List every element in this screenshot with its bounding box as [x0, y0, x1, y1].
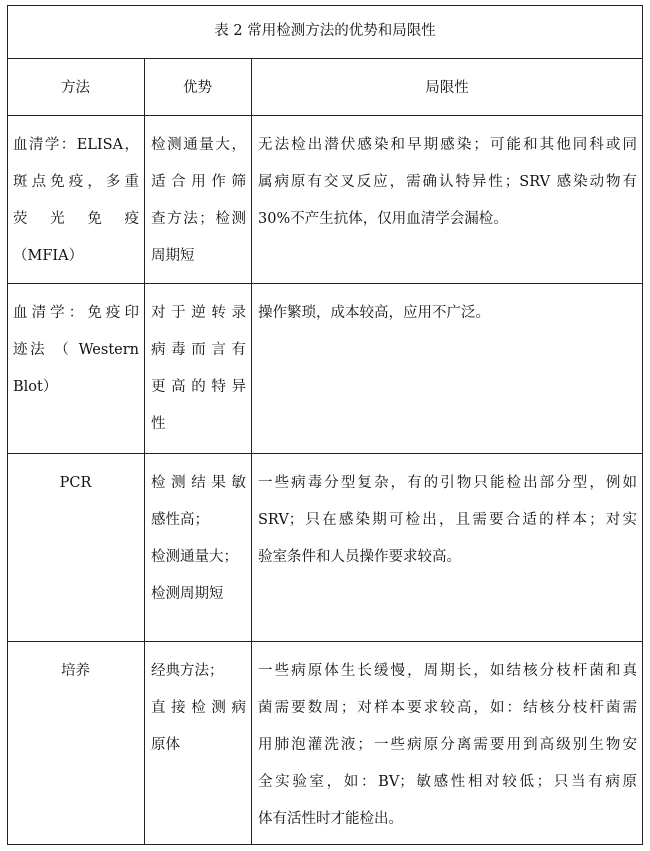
- table-border-bottom: [7, 844, 643, 845]
- method-line: 血清学：ELISA，: [13, 137, 139, 153]
- limitation-line: 体有活性时才能检出。: [258, 811, 403, 827]
- method-line: Blot）: [13, 379, 58, 395]
- table-caption: 表 2 常用检测方法的优势和局限性: [214, 23, 436, 39]
- limitation-cell: [258, 295, 637, 332]
- header-method: 方法: [61, 80, 90, 96]
- limitation-line: 菌需要数周；对样本要求较高，如：结核分枝杆菌需: [258, 700, 637, 716]
- advantage-line: 性: [151, 416, 166, 432]
- advantage-cell: [151, 465, 246, 613]
- advantage-line: 适合用作筛: [151, 174, 246, 190]
- method-line: 血清学：免疫印: [13, 305, 139, 321]
- column-divider: [144, 58, 145, 845]
- advantage-line: 直接检测病: [151, 700, 246, 716]
- row-divider: [7, 641, 643, 642]
- table-row: [13, 127, 139, 275]
- limitation-line: 30%不产生抗体，仅用血清学会漏检。: [258, 211, 508, 227]
- advantage-line: 检测周期短: [151, 586, 224, 602]
- limitation-cell: [258, 465, 637, 576]
- row-divider: [7, 58, 643, 59]
- method-line: （MFIA）: [13, 248, 84, 264]
- advantage-cell: [151, 653, 246, 764]
- advantage-line: 查方法；检测: [151, 211, 246, 227]
- limitation-line: 属病原有交叉反应，需确认特异性；SRV 感染动物有: [258, 174, 637, 190]
- limitation-line: 一些病毒分型复杂，有的引物只能检出部分型，例如: [258, 475, 637, 491]
- table-row: [13, 295, 139, 406]
- advantage-cell: [151, 127, 246, 275]
- limitation-line: 全实验室，如：BV；敏感性相对较低；只当有病原: [258, 774, 637, 790]
- advantage-line: 对于逆转录: [151, 305, 246, 321]
- row-divider: [7, 283, 643, 284]
- method-line: 培养: [61, 663, 90, 679]
- advantage-line: 感性高；: [151, 512, 209, 528]
- table-row: [7, 465, 144, 502]
- methods-table: [7, 5, 643, 845]
- advantage-cell: [151, 295, 246, 443]
- advantage-line: 病毒而言有: [151, 342, 246, 358]
- method-line: 荧 光 免 疫: [13, 211, 139, 227]
- row-divider: [7, 115, 643, 116]
- method-line: PCR: [59, 475, 92, 491]
- column-divider: [251, 58, 252, 845]
- limitation-line: 操作繁琐，成本较高，应用不广泛。: [258, 305, 490, 321]
- advantage-line: 原体: [151, 737, 180, 753]
- advantage-line: 检测通量大，: [151, 137, 246, 153]
- advantage-line: 更高的特异: [151, 379, 246, 395]
- header-advantage: 优势: [183, 80, 212, 96]
- limitation-line: 用肺泡灌洗液；一些病原分离需要用到高级别生物安: [258, 737, 637, 753]
- limitation-line: SRV；只在感染期可检出，且需要合适的样本；对实: [258, 512, 637, 528]
- table-border-right: [642, 5, 643, 845]
- limitation-line: 无法检出潜伏感染和早期感染；可能和其他同科或同: [258, 137, 637, 153]
- method-line: 斑点免疫，多重: [13, 174, 139, 190]
- advantage-line: 周期短: [151, 248, 195, 264]
- row-divider: [7, 453, 643, 454]
- advantage-line: 检测通量大；: [151, 549, 238, 565]
- limitation-line: 验室条件和人员操作要求较高。: [258, 549, 461, 565]
- limitation-line: 一些病原体生长缓慢，周期长，如结核分枝杆菌和真: [258, 663, 637, 679]
- advantage-line: 检测结果敏: [151, 475, 246, 491]
- advantage-line: 经典方法；: [151, 663, 224, 679]
- method-line: 迹法 （ Western: [13, 342, 139, 358]
- table-border-left: [7, 5, 8, 845]
- table-row: [7, 653, 144, 690]
- table-border-top: [7, 5, 643, 6]
- limitation-cell: [258, 653, 637, 838]
- limitation-cell: [258, 127, 637, 238]
- header-limitation: 局限性: [425, 80, 469, 96]
